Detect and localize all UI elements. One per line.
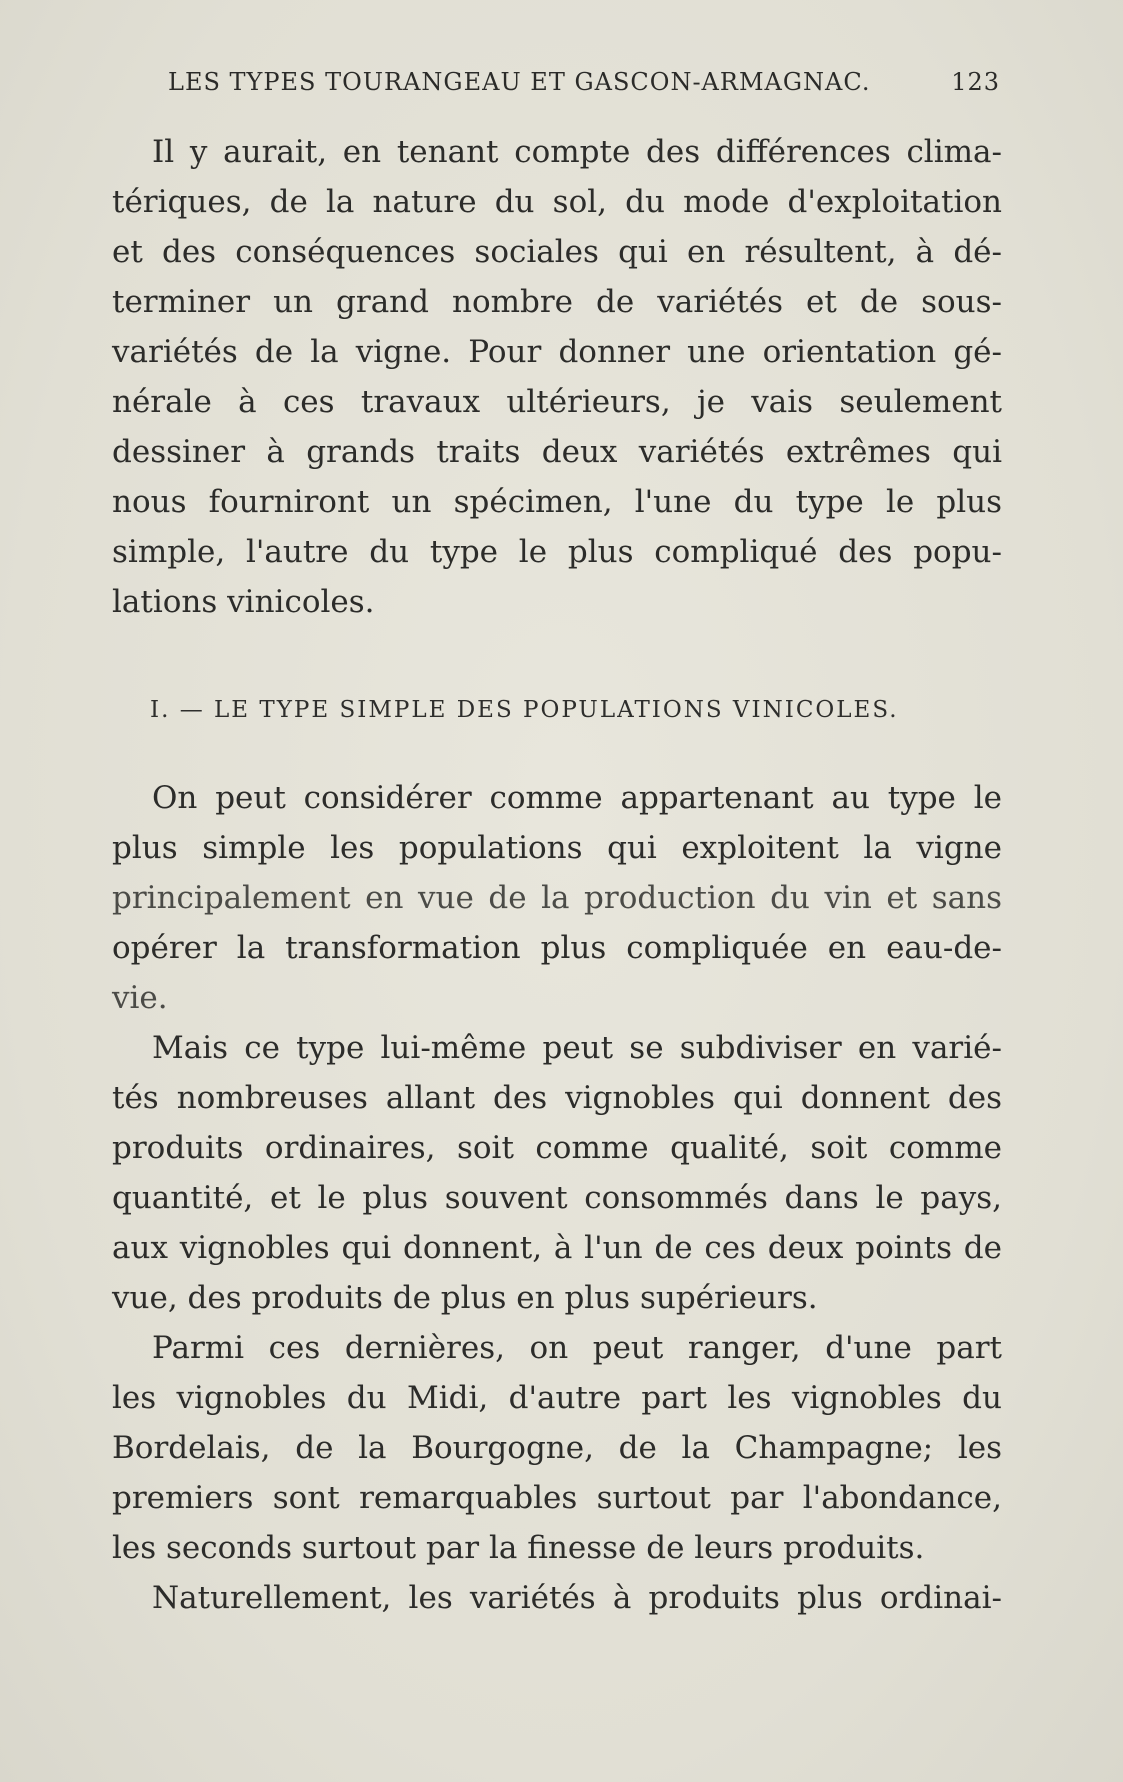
text-line: les seconds surtout par la finesse de leurs produits. [112,1530,925,1566]
text-line: vie. [112,980,168,1016]
text-line: principalement en vue de la production du vin et sans [112,880,1002,916]
text-line: opérer la transformation plus compliquée en eau-de- [112,930,1002,966]
text-line: lations vinicoles. [112,584,375,620]
text-line: Naturellement, les variétés à produits plus ordinai- [152,1580,1002,1616]
running-head [168,64,1000,104]
section-heading: I. — LE TYPE SIMPLE DES POPULATIONS VINICOLES. [150,697,899,723]
text-line: Mais ce type lui-même peut se subdiviser en varié- [152,1030,1002,1066]
page-number: 123 [951,68,1000,96]
text-line: premiers sont remarquables surtout par l'abondance, [112,1480,1002,1516]
text-line: Bordelais, de la Bourgogne, de la Champagne; les [112,1430,1002,1466]
text-line: nérale à ces travaux ultérieurs, je vais seulement [112,384,1002,420]
text-line: simple, l'autre du type le plus compliqué des popu- [112,534,1002,570]
text-line: dessiner à grands traits deux variétés extrêmes qui [112,434,1002,470]
text-line: Il y aurait, en tenant compte des différences clima- [152,134,1002,170]
text-line: produits ordinaires, soit comme qualité, soit comme [112,1130,1002,1166]
text-line: et des conséquences sociales qui en résultent, à dé- [112,234,1002,270]
text-line: aux vignobles qui donnent, à l'un de ces deux points de [112,1230,1002,1266]
text-line: plus simple les populations qui exploitent la vigne [112,830,1002,866]
text-line: quantité, et le plus souvent consommés dans le pays, [112,1180,1002,1216]
text-line: Parmi ces dernières, on peut ranger, d'une part [152,1330,1002,1366]
text-line: terminer un grand nombre de variétés et de sous- [112,284,1002,320]
text-line: tériques, de la nature du sol, du mode d'exploitation [112,184,1002,220]
text-line: tés nombreuses allant des vignobles qui donnent des [112,1080,1002,1116]
text-line: les vignobles du Midi, d'autre part les vignobles du [112,1380,1002,1416]
intro-paragraph [112,127,1002,627]
text-line: variétés de la vigne. Pour donner une orientation gé- [112,334,1002,370]
section-body [112,773,1002,1623]
running-head-title: LES TYPES TOURANGEAU ET GASCON-ARMAGNAC. [168,68,871,96]
text-line: On peut considérer comme appartenant au type le [152,780,1002,816]
text-line: vue, des produits de plus en plus supérieurs. [112,1280,818,1316]
text-line: nous fourniront un spécimen, l'une du type le plus [112,484,1002,520]
